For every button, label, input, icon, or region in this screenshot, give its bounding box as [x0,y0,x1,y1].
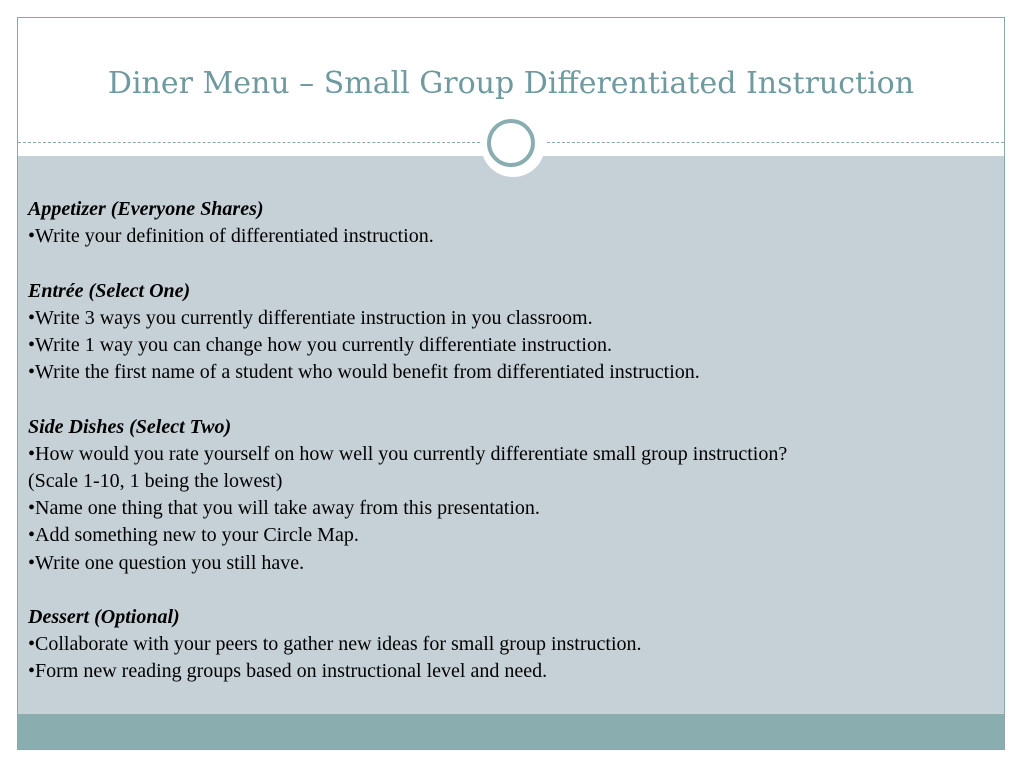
section-heading: Side Dishes (Select Two) [28,415,232,438]
section-heading: Appetizer (Everyone Shares) [28,198,264,220]
section-appetizer [28,196,996,250]
list-item: •Add something new to your Circle Map. [28,524,359,547]
section-dessert [28,604,996,686]
list-item: •Write 1 way you can change how you currently differentiate instruction. [28,334,612,356]
slide-title: Diner Menu – Small Group Differentiated Instruction [107,66,915,101]
list-item: •Write your definition of differentiated instruction. [28,225,434,248]
list-item: •Write 3 ways you currently differentiate instruction in you classroom. [28,306,593,329]
list-item: •How would you rate yourself on how well you currently differentiate small group instruction? [28,442,788,465]
footer-band [18,714,1004,749]
circle-ornament-icon [487,119,535,167]
section-entree [28,278,996,387]
list-item-continuation: (Scale 1-10, 1 being the lowest) [28,470,283,492]
list-item: •Name one thing that you will take away from this presentation. [28,497,540,520]
slide [17,17,1005,750]
list-item: •Form new reading groups based on instructional level and need. [28,660,548,683]
list-item: •Write the first name of a student who would benefit from differentiated instruction. [28,361,700,384]
menu-body [28,196,996,686]
list-item: •Collaborate with your peers to gather new ideas for small group instruction. [28,633,642,656]
section-side-dishes [28,414,996,577]
section-heading: Entrée (Select One) [28,279,191,302]
section-heading: Dessert (Optional) [28,606,180,628]
list-item: •Write one question you still have. [28,551,305,574]
